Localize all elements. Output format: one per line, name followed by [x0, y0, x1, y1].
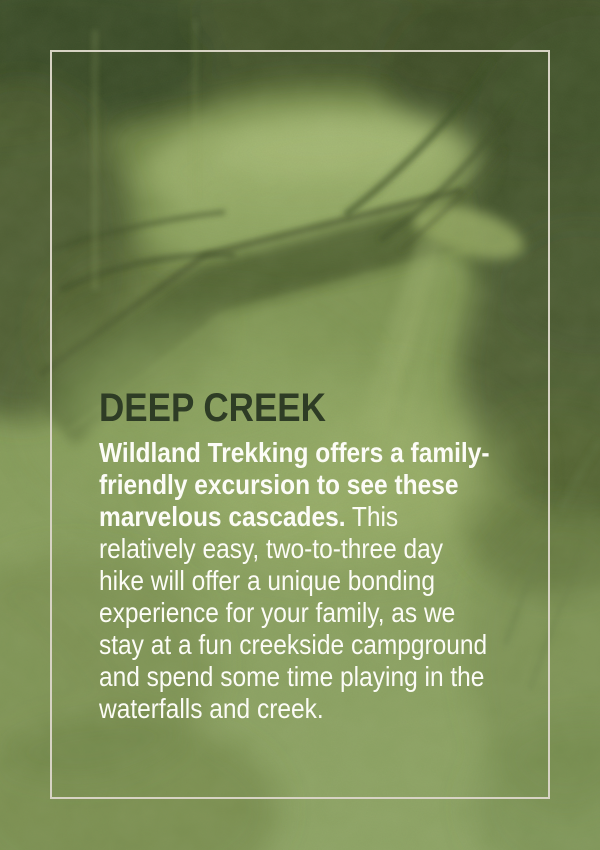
card-text-block — [99, 387, 493, 725]
card-title: DEEP CREEK — [99, 386, 326, 430]
description-rest: This relatively easy, two-to-three day hike will offer a unique bonding experience for your family, as we stay at a fun creekside campground and spend some time playing in the waterfalls and creek. — [99, 501, 488, 724]
description-highlight: Wildland Trekking offers a family-friendly excursion to see these marvelous cascades. — [99, 437, 490, 532]
card-description — [99, 437, 493, 725]
